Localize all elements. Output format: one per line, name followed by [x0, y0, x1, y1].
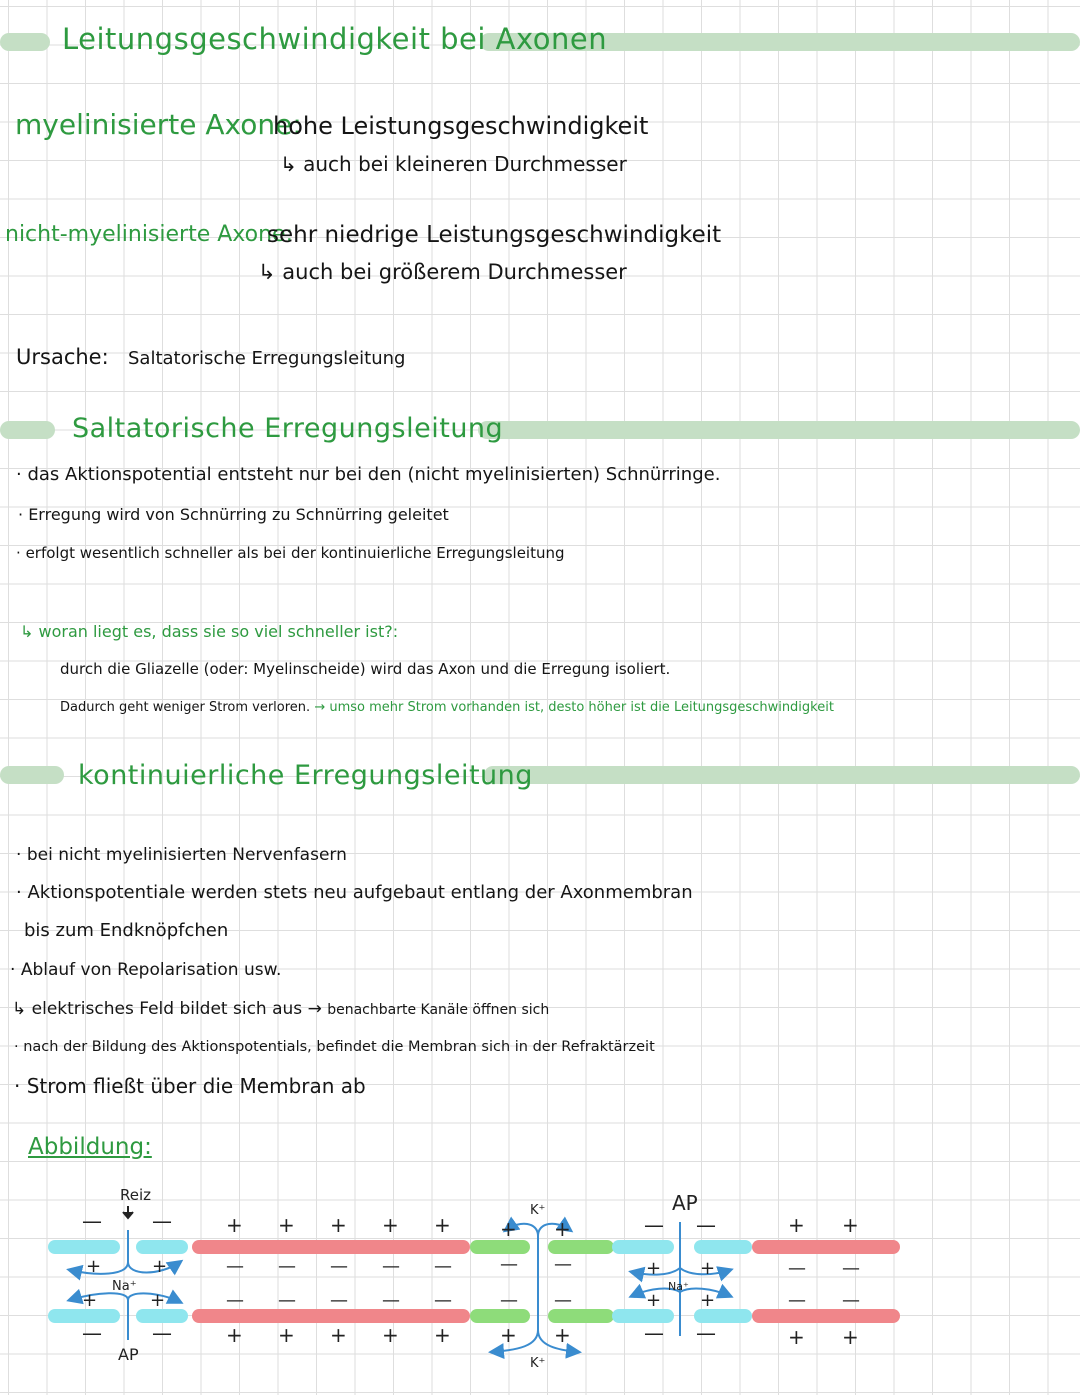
section-title-saltatorisch: Saltatorische Erregungsleitung — [72, 413, 504, 444]
minus-sign: — — [644, 1321, 664, 1345]
minus-sign: — — [278, 1290, 296, 1311]
label-ap-left: AP — [118, 1345, 139, 1364]
plus-sign: + — [278, 1323, 295, 1347]
membrane-bottom-myelin-3 — [612, 1309, 674, 1323]
saltatory-bullet-1: · das Aktionspotential entsteht nur bei den (nicht myelinisierten) Schnürringe. — [16, 464, 721, 485]
plus-sign: + — [646, 1258, 662, 1279]
plus-sign: + — [700, 1258, 716, 1279]
arrow-icon: ↳ — [20, 622, 34, 641]
plus-sign: + — [434, 1323, 451, 1347]
plus-sign: + — [788, 1213, 805, 1237]
minus-sign: — — [152, 1209, 172, 1233]
minus-sign: — — [842, 1290, 860, 1311]
label-na-left: Na⁺ — [112, 1279, 137, 1294]
minus-sign: — — [842, 1258, 860, 1279]
section-title-leitungsgeschwindigkeit: Leitungsgeschwindigkeit bei Axonen — [62, 22, 608, 56]
nonmyelinated-value: sehr niedrige Leistungsgeschwindigkeit — [267, 222, 722, 248]
answer-line-2-black: Dadurch geht weniger Strom verloren. — [60, 700, 311, 715]
question-text: woran liegt es, dass sie so viel schneller ist?: — [38, 622, 399, 641]
plus-sign: + — [500, 1217, 517, 1241]
minus-sign: — — [82, 1209, 102, 1233]
minus-sign: — — [382, 1256, 400, 1277]
plus-sign: + — [700, 1290, 716, 1311]
membrane-top-red-1 — [192, 1240, 470, 1254]
plus-sign: + — [842, 1325, 859, 1349]
plus-sign: + — [382, 1213, 399, 1237]
minus-sign: — — [330, 1256, 348, 1277]
minus-sign: — — [554, 1254, 572, 1275]
charges-outside-top — [82, 1209, 859, 1241]
answer-line-2-green: umso mehr Strom vorhanden ist, desto höher ist die Leitungsgeschwindigkeit — [329, 700, 834, 715]
saltatory-bullet-3: · erfolgt wesentlich schneller als bei der kontinuierliche Erregungsleitung — [16, 544, 565, 562]
myelinated-value: hohe Leistungsgeschwindigkeit — [273, 112, 649, 140]
minus-sign: — — [500, 1290, 518, 1311]
cause-label: Ursache: — [16, 345, 109, 369]
label-reiz: Reiz — [120, 1186, 152, 1204]
plus-sign: + — [382, 1323, 399, 1347]
nonmyelinated-label: nicht-myelinisierte Axone: — [5, 222, 293, 247]
plus-sign: + — [330, 1213, 347, 1237]
arrow-icon: ↳ — [12, 999, 27, 1019]
myelinated-note-text: auch bei kleineren Durchmesser — [303, 152, 627, 176]
membrane-bottom-red-1 — [192, 1309, 470, 1323]
arrow-line-b: benachbarte Kanäle öffnen sich — [327, 1002, 550, 1018]
minus-sign: — — [226, 1290, 244, 1311]
membrane-top-myelin-4 — [694, 1240, 752, 1254]
minus-sign: — — [788, 1290, 806, 1311]
myelinated-label: myelinisierte Axone: — [15, 108, 302, 141]
minus-sign: — — [788, 1258, 806, 1279]
saltatory-bullet-2: · Erregung wird von Schnürring zu Schnürring geleitet — [18, 505, 449, 524]
cause-value: Saltatorische Erregungsleitung — [128, 348, 406, 369]
plus-sign: + — [434, 1213, 451, 1237]
minus-sign: — — [434, 1290, 452, 1311]
answer-line-1: durch die Gliazelle (oder: Myelinscheide) wird das Axon und die Erregung isoliert. — [60, 660, 671, 678]
minus-sign: — — [226, 1256, 244, 1277]
membrane-top-green-1 — [470, 1240, 530, 1254]
plus-sign: + — [500, 1323, 517, 1347]
minus-sign: — — [644, 1213, 664, 1237]
plus-sign: + — [554, 1323, 571, 1347]
minus-sign: — — [696, 1213, 716, 1237]
minus-sign: — — [152, 1321, 172, 1345]
arrow-line-a: elektrisches Feld bildet sich aus — [31, 999, 303, 1019]
label-k-top: K⁺ — [530, 1203, 546, 1218]
minus-sign: — — [382, 1290, 400, 1311]
minus-sign: — — [500, 1254, 518, 1275]
minus-sign: — — [82, 1321, 102, 1345]
membrane-bottom-green-2 — [548, 1309, 614, 1323]
label-na-right: Na⁺ — [668, 1280, 689, 1293]
plus-sign: + — [86, 1256, 102, 1277]
plus-sign: + — [226, 1323, 243, 1347]
plus-sign: + — [82, 1290, 98, 1311]
membrane-top-myelin-3 — [612, 1240, 674, 1254]
plus-sign: + — [330, 1323, 347, 1347]
label-k-bottom: K⁺ — [530, 1356, 546, 1371]
arrow-icon: → — [314, 700, 330, 715]
minus-sign: — — [434, 1256, 452, 1277]
membrane-top-myelin-1 — [48, 1240, 120, 1254]
minus-sign: — — [278, 1256, 296, 1277]
minus-sign: — — [330, 1290, 348, 1311]
charges-outside-bottom — [82, 1321, 859, 1349]
plus-sign: + — [646, 1290, 662, 1311]
arrow-icon: → — [307, 999, 328, 1019]
section-title-kontinuierlich: kontinuierliche Erregungsleitung — [78, 760, 533, 791]
minus-sign: — — [696, 1321, 716, 1345]
minus-sign: — — [554, 1290, 572, 1311]
plus-sign: + — [226, 1213, 243, 1237]
plus-sign: + — [152, 1256, 168, 1277]
continuous-bullet-1: · bei nicht myelinisierten Nervenfasern — [16, 845, 347, 865]
continuous-bullet-3: · Ablauf von Repolarisation usw. — [10, 960, 282, 980]
membrane-top-green-2 — [548, 1240, 614, 1254]
label-ap-right: AP — [672, 1191, 698, 1215]
reiz-arrow-icon — [123, 1206, 133, 1218]
plus-sign: + — [278, 1213, 295, 1237]
membrane-top-red-2 — [752, 1240, 900, 1254]
continuous-bullet-2-cont: bis zum Endknöpfchen — [24, 920, 229, 941]
plus-sign: + — [150, 1290, 166, 1311]
membrane-bottom-red-2 — [752, 1309, 900, 1323]
plus-sign: + — [842, 1213, 859, 1237]
continuous-bullet-5: · Strom fließt über die Membran ab — [14, 1074, 366, 1098]
figure-title: Abbildung: — [28, 1134, 152, 1160]
arrow-icon: ↳ — [258, 260, 276, 284]
continuous-bullet-4: · nach der Bildung des Aktionspotentials, befindet die Membran sich in der Refraktärzeit — [14, 1039, 655, 1055]
membrane-top-myelin-2 — [136, 1240, 188, 1254]
charges-inside-bottom — [82, 1290, 860, 1311]
continuous-bullet-2: · Aktionspotentiale werden stets neu aufgebaut entlang der Axonmembran — [16, 882, 693, 903]
nonmyelinated-note-text: auch bei größerem Durchmesser — [282, 260, 627, 284]
membrane-bottom-green-1 — [470, 1309, 530, 1323]
charges-inside-top — [86, 1254, 860, 1279]
plus-sign: + — [788, 1325, 805, 1349]
arrow-icon: ↳ — [280, 152, 297, 176]
plus-sign: + — [554, 1217, 571, 1241]
